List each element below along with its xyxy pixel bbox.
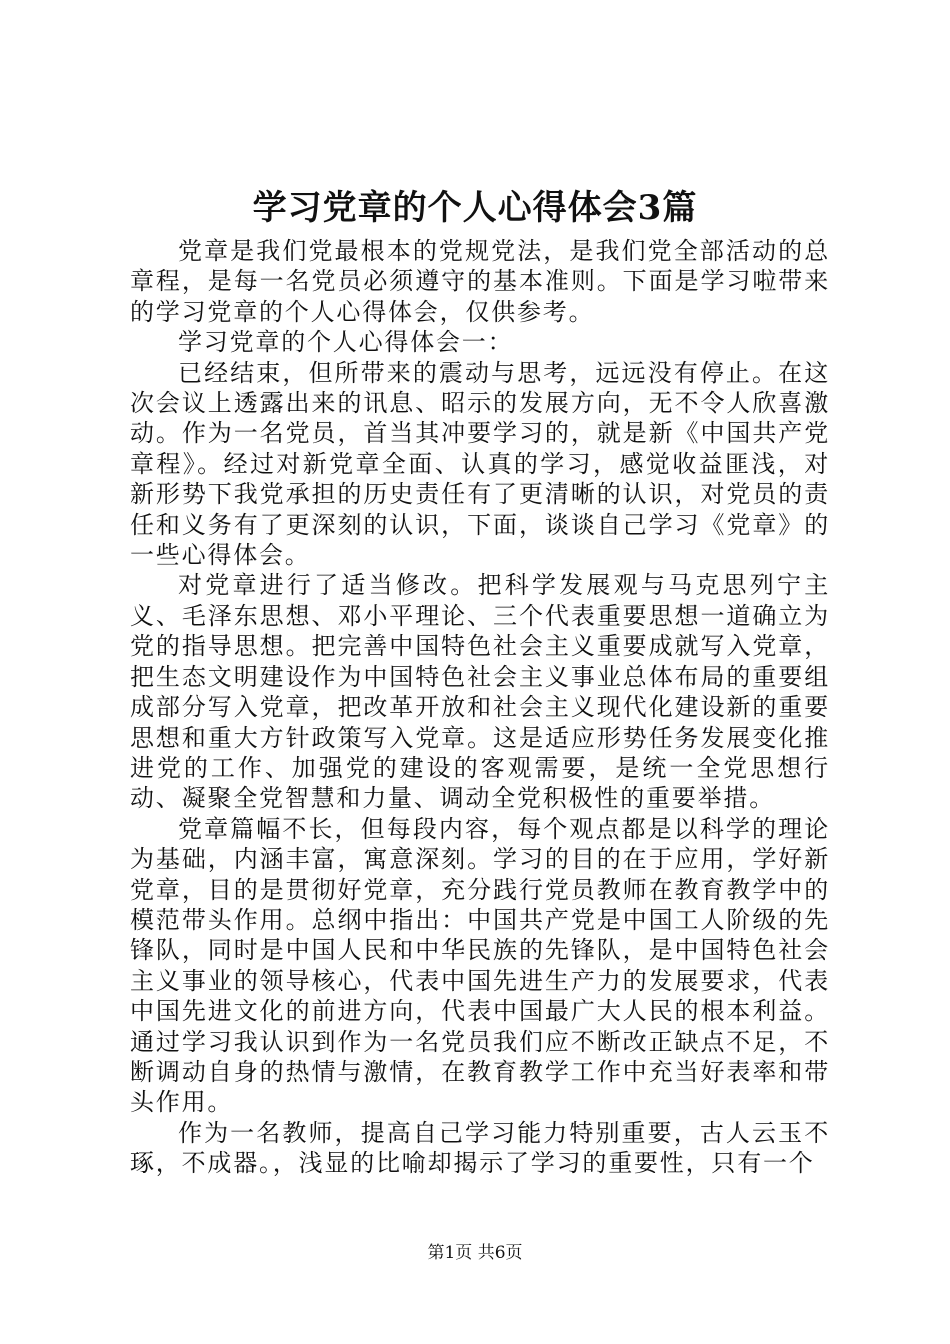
document-title: 学习党章的个人心得体会3篇	[252, 188, 698, 228]
paragraph-body-3: 党章篇幅不长，但每段内容，每个观点都是以科学的理论为基础，内涵丰富，寓意深刻。学习的目的在于应用，学好新党章，目的是贯彻好党章，充分践行党员教师在教育教学中的模范带头作用。总纲中指出：中国共产党是中国工人阶级的先锋队，同时是中国人民和中华民族的先锋队，是中国特色社会主义事业的领导核心，代表中国先进生产力的发展要求，代表中国先进文化的前进方向，代表中国最广大人民的根本利益。通过学习我认识到作为一名党员我们应不断改正缺点不足，不断调动自身的热情与激情，在教育教学工作中充当好表率和带头作用。	[130, 814, 830, 1117]
paragraph-body-4: 作为一名教师，提高自己学习能力特别重要，古人云玉不琢，不成器。，浅显的比喻却揭示了学习的重要性，只有一个	[130, 1118, 830, 1178]
paragraph-intro: 党章是我们党最根本的党规党法，是我们党全部活动的总章程，是每一名党员必须遵守的基本准则。下面是学习啦带来的学习党章的个人心得体会，仅供参考。	[130, 237, 830, 326]
document-body	[130, 236, 830, 1179]
paragraph-body-2: 对党章进行了适当修改。把科学发展观与马克思列宁主义、毛泽东思想、邓小平理论、三个代表重要思想一道确立为党的指导思想。把完善中国特色社会主义重要成就写入党章，把生态文明建设作为中国特色社会主义事业总体布局的重要组成部分写入党章，把改革开放和社会主义现代化建设新的重要思想和重大方针政策写入党章。这是适应形势任务发展变化推进党的工作、加强党的建设的客观需要，是统一全党思想行动、凝聚全党智慧和力量、调动全党积极性的重要举措。	[130, 571, 830, 813]
page-number-footer: 第1页 共6页	[427, 1243, 523, 1263]
paragraph-body-1: 已经结束，但所带来的震动与思考，远远没有停止。在这次会议上透露出来的讯息、昭示的发展方向，无不令人欣喜激动。作为一名党员，首当其冲要学习的，就是新《中国共产党章程》。经过对新党章全面、认真的学习，感觉收益匪浅，对新形势下我党承担的历史责任有了更清晰的认识，对党员的责任和义务有了更深刻的认识，下面，谈谈自己学习《党章》的一些心得体会。	[130, 358, 830, 570]
paragraph-section-heading: 学习党章的个人心得体会一：	[178, 328, 514, 357]
